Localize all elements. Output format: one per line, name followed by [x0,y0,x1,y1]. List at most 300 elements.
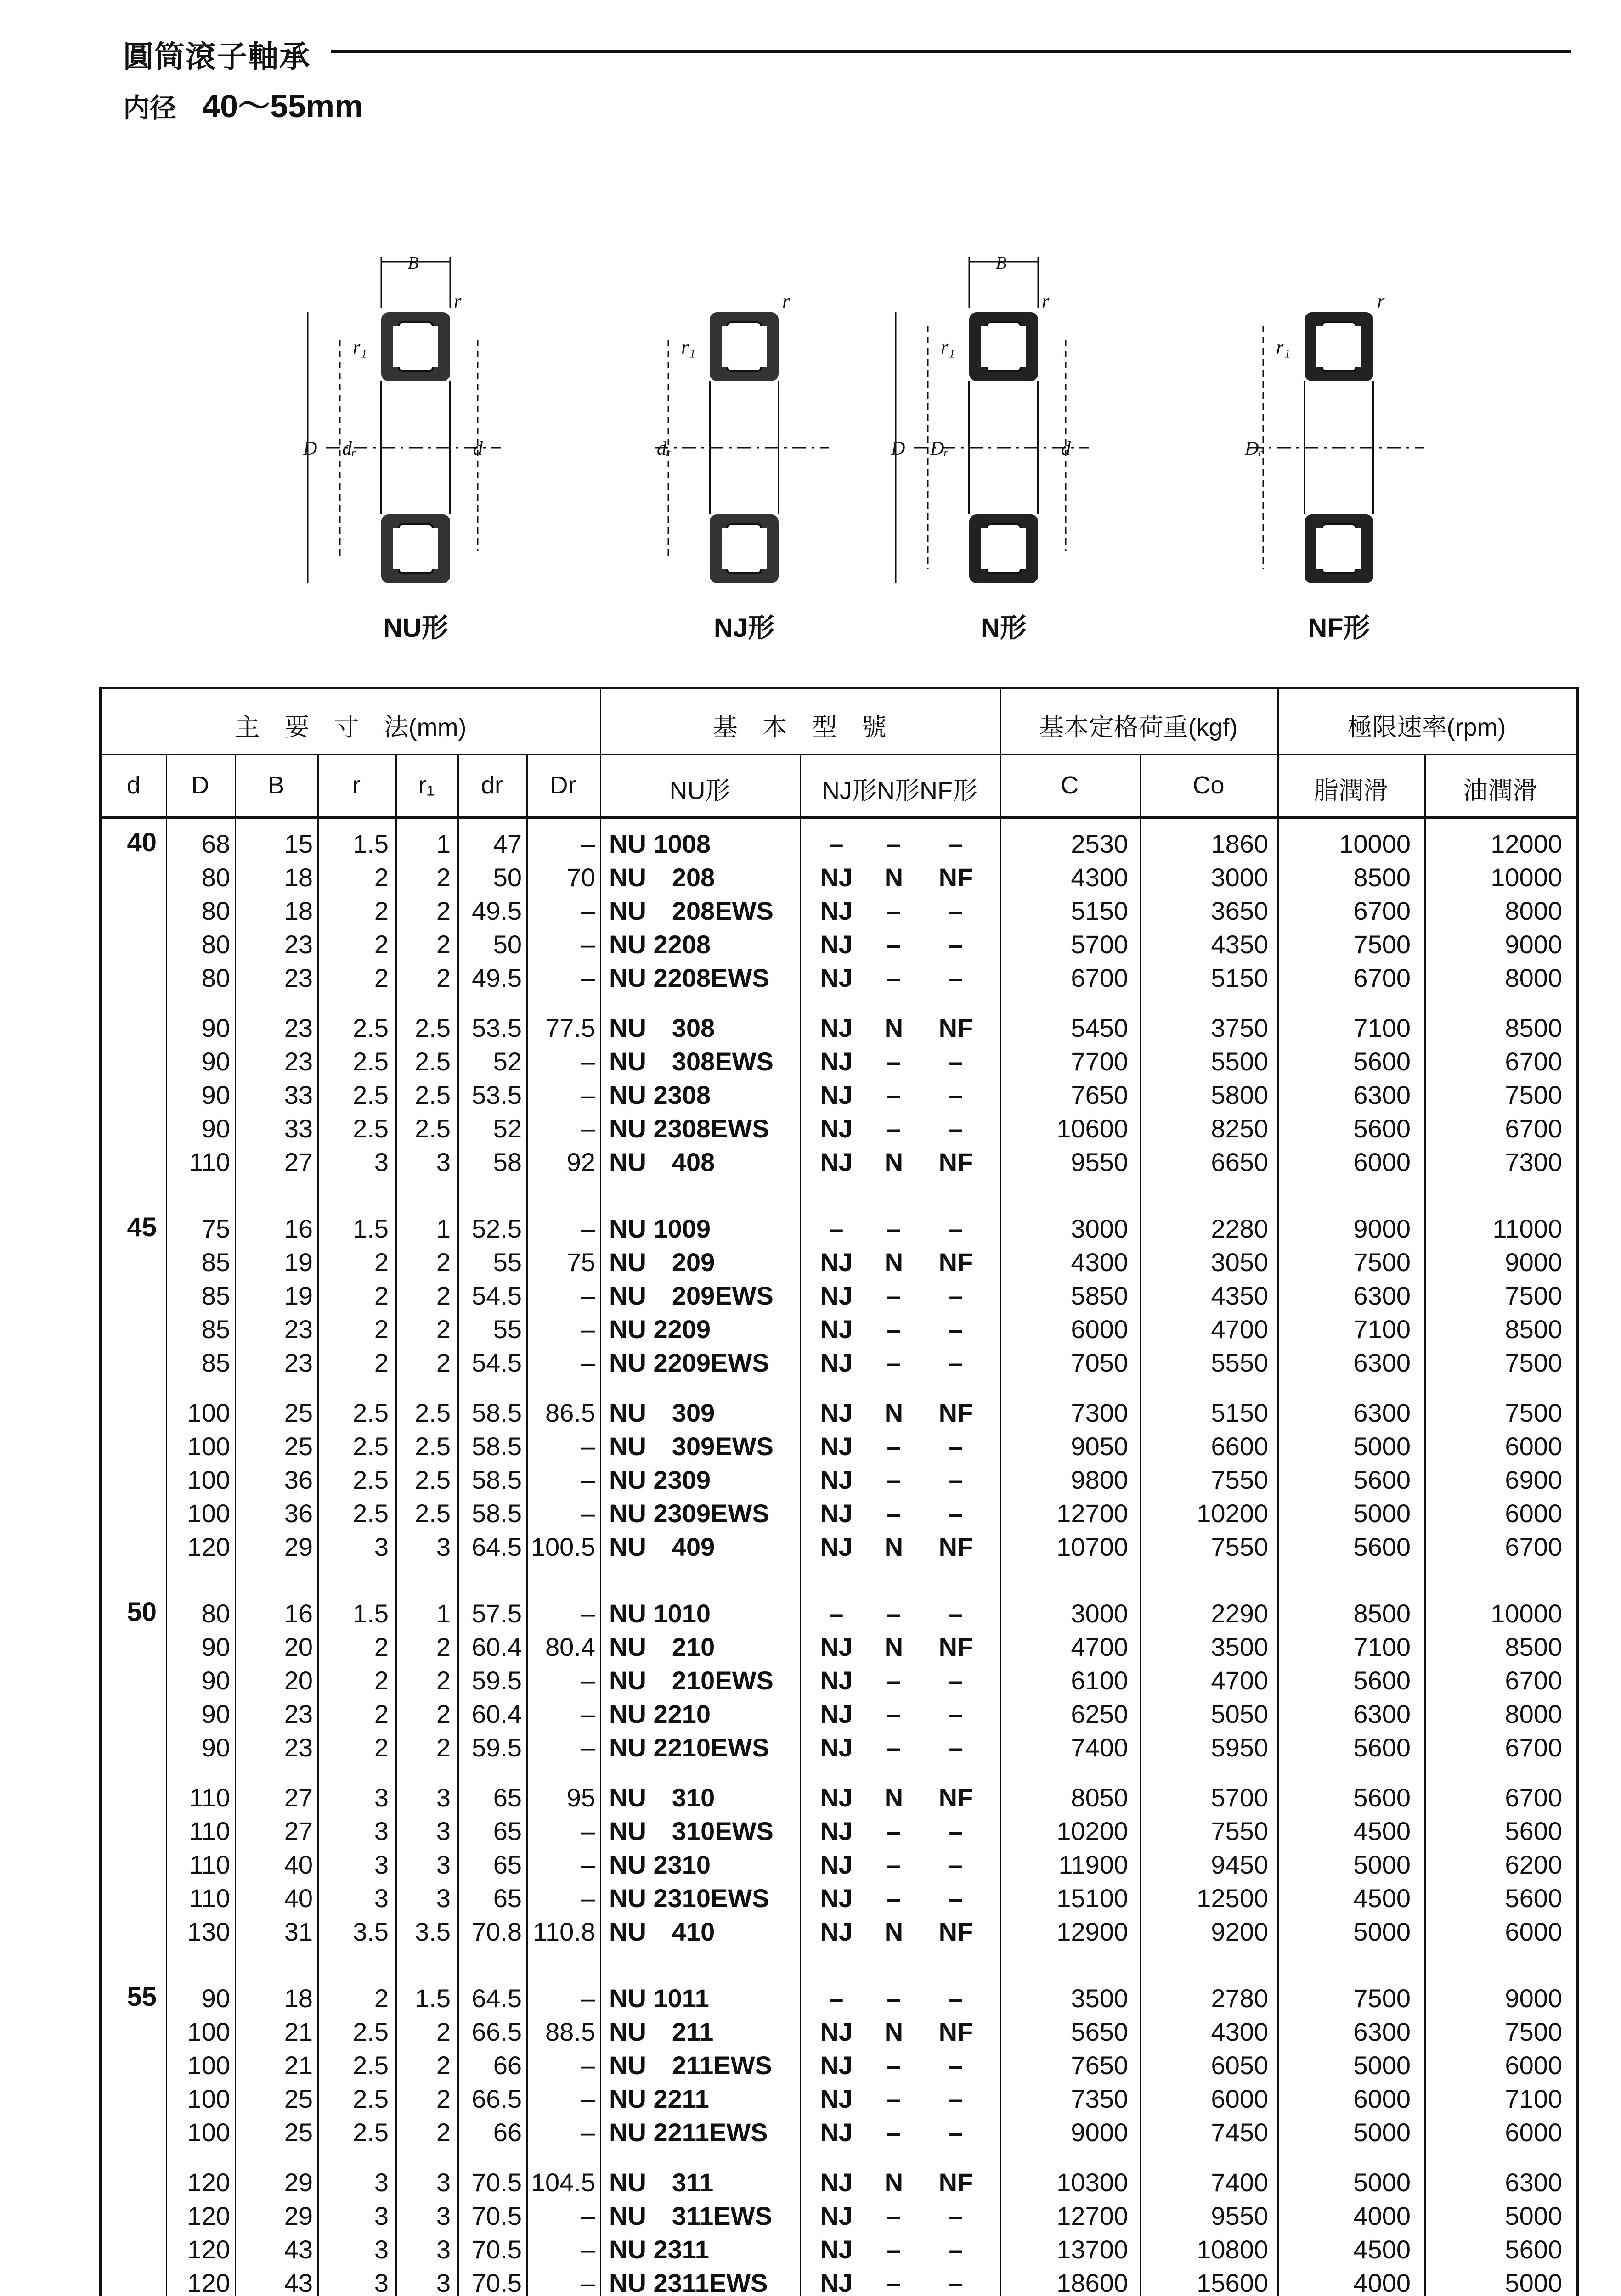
table-cell: NU 208 [609,863,715,892]
table-cell: NU 2309 [609,1465,711,1494]
table-cell: 9000 [1071,2118,1128,2147]
table-cell: 90 [201,1699,230,1728]
table-cell: 23 [284,1013,313,1042]
table-cell: 2.5 [353,1499,389,1528]
lower-ring-section [710,514,779,583]
table-cell: NF [938,1783,973,1812]
table-cell: 3 [374,2168,389,2197]
table-row [102,1396,1576,1429]
table-cell: 52 [493,1114,522,1143]
table-cell: 80 [201,896,230,925]
table-cell: – [887,2201,901,2230]
table-cell: – [829,829,844,858]
table-cell: 19 [284,1281,313,1310]
table-cell: 6300 [1353,1699,1411,1728]
table-row [102,1814,1576,1848]
table-cell: 7500 [1505,1080,1562,1109]
figure-nf [1213,239,1442,652]
table-cell: 12000 [1491,829,1562,858]
table-cell: 5000 [1353,1917,1411,1946]
table-cell: – [949,1817,963,1846]
table-cell: 2 [374,1281,389,1310]
table-cell: 2 [436,1632,451,1661]
table-cell: N [884,1398,904,1427]
table-cell: 8500 [1505,1315,1562,1344]
table-cell: – [581,2235,595,2264]
table-cell: 3 [374,2268,389,2296]
bore-diameter-label: d [473,438,483,459]
table-cell: 100 [187,1398,230,1427]
table-cell: 27 [284,1783,313,1812]
bearing-diagram [877,239,1107,606]
table-cell: 2.5 [415,1114,451,1143]
table-cell: 2 [374,1348,389,1377]
outer-diameter-label: D [303,438,317,459]
table-cell: 6700 [1505,1114,1562,1143]
table-cell: 58.5 [472,1465,522,1494]
table-cell: 5450 [1071,1013,1128,1042]
table-row [102,1145,1576,1179]
table-cell: – [581,1884,595,1913]
table-row [102,1045,1576,1078]
table-cell: 5600 [1353,1783,1411,1812]
table-cell: 49.5 [472,963,522,992]
table-cell: 66.5 [472,2017,522,2046]
table-cell: 4000 [1353,2201,1411,2230]
table-cell: – [949,1432,963,1461]
table-cell: 100 [187,2017,230,2046]
table-cell: – [581,1666,595,1695]
table-cell: 9000 [1505,930,1562,959]
table-cell: 6700 [1071,963,1128,992]
table-cell: 2530 [1071,829,1128,858]
table-cell: – [581,963,595,992]
table-cell: 5700 [1211,1783,1268,1812]
table-row [102,1848,1576,1881]
table-cell: 9550 [1211,2201,1268,2230]
table-cell: 8000 [1505,896,1562,925]
table-cell: 6300 [1353,1281,1411,1310]
table-cell: 7500 [1353,930,1411,959]
table-cell: 43 [284,2235,313,2264]
table-cell: NU 210 [609,1632,715,1661]
table-cell: 55 [493,1248,522,1277]
table-cell: – [581,1733,595,1762]
table-cell: – [949,896,963,925]
figure-nj [618,239,847,652]
roller-inner-diameter-label: dᵣ [342,438,357,459]
table-cell: 7550 [1211,1532,1268,1561]
table-cell: 6000 [1211,2084,1268,2113]
title-rule [331,50,1571,53]
table-cell: N [884,1532,904,1561]
table-cell: 4700 [1071,1632,1128,1661]
table-cell: 18 [284,1984,313,2013]
upper-ring-section [969,312,1038,381]
table-cell: 2.5 [353,1047,389,1076]
table-cell: 3 [436,2201,451,2230]
table-cell: NU 2308EWS [609,1114,769,1143]
table-cell: 66.5 [472,2084,522,2113]
table-cell: 80 [201,1599,230,1628]
table-cell: 5950 [1211,1733,1268,1762]
table-cell: 7550 [1211,1465,1268,1494]
table-cell: 5600 [1505,2235,1562,2264]
table-cell: NJ [820,1148,853,1176]
table-cell: 80 [201,863,230,892]
table-cell: 6900 [1505,1465,1562,1494]
table-row [102,1881,1576,1915]
table-cell: NJ [820,2084,853,2113]
column-header: 脂潤滑 [1314,777,1388,805]
table-cell: 2280 [1211,1214,1268,1243]
table-cell: 2 [436,2118,451,2147]
table-cell: 90 [201,1114,230,1143]
table-cell: NU 2311 [609,2235,709,2264]
table-cell: 2.5 [353,1398,389,1427]
table-cell: 25 [284,1432,313,1461]
outer-diameter-label: D [891,438,905,459]
upper-ring-section [381,312,450,381]
table-cell: – [949,1315,963,1344]
table-cell: 66 [493,2051,522,2080]
table-cell: NF [938,1013,973,1042]
table-cell: NJ [820,1917,853,1946]
table-cell: 5600 [1353,1047,1411,1076]
table-cell: 43 [284,2268,313,2296]
corner-radius-r1-label: r₁ [941,337,955,358]
table-cell: – [949,1080,963,1109]
corner-radius-r1-label: r₁ [353,337,367,358]
table-cell: – [581,1817,595,1846]
table-cell: NU 408 [609,1148,715,1176]
table-cell: – [581,2084,595,2113]
table-cell: 6700 [1505,1666,1562,1695]
column-divider [395,754,397,2296]
table-cell: 8050 [1071,1783,1128,1812]
table-cell: 68 [201,829,230,858]
table-cell: 5000 [1353,2118,1411,2147]
table-cell: – [581,1315,595,1344]
table-row [102,1463,1576,1497]
table-row [102,1279,1576,1312]
table-cell: 4300 [1071,1248,1128,1277]
table-cell: 3 [374,1884,389,1913]
table-cell: 52.5 [472,1214,522,1243]
table-cell: – [949,1733,963,1762]
bore-diameter-group: 40 [127,827,157,857]
table-cell: – [581,2118,595,2147]
column-header: D [191,771,209,799]
table-cell: 70.5 [472,2268,522,2296]
column-divider [800,754,801,2296]
table-cell: 29 [284,1532,313,1561]
table-cell: 6200 [1505,1850,1562,1879]
table-cell: 110 [189,1850,230,1879]
table-cell: 66 [493,2118,522,2147]
table-cell: NJ [820,1532,853,1561]
table-cell: – [887,2268,901,2296]
table-cell: – [887,1281,901,1310]
table-cell: 25 [284,2118,313,2147]
table-row [102,1312,1576,1346]
table-cell: 86.5 [545,1398,595,1427]
table-cell: 10000 [1339,829,1411,858]
table-cell: 36 [284,1465,313,1494]
table-cell: 6000 [1505,1499,1562,1528]
table-cell: 5650 [1071,2017,1128,2046]
lower-ring-section [381,514,450,583]
table-cell: NU 2210EWS [609,1733,769,1762]
table-cell: 2 [436,963,451,992]
table-cell: 33 [284,1080,313,1109]
upper-ring-section [1305,312,1373,381]
subtitle-range: 40～55mm [202,88,363,124]
table-cell: 5600 [1505,1817,1562,1846]
table-cell: 23 [284,963,313,992]
table-cell: 6700 [1353,896,1411,925]
table-cell: – [887,829,901,858]
table-row [102,827,1576,861]
table-cell: – [949,2118,963,2147]
table-cell: 5500 [1211,1047,1268,1076]
table-cell: 2.5 [415,1080,451,1109]
table-cell: 5000 [1353,2051,1411,2080]
table-cell: 120 [187,2168,230,2197]
table-cell: NU 308 [609,1013,715,1042]
column-divider [1000,689,1001,2296]
table-cell: 75 [566,1248,595,1277]
table-cell: 50 [493,930,522,959]
table-cell: NJ [820,2017,853,2046]
table-cell: 2.5 [353,1432,389,1461]
column-header: dr [480,771,503,799]
table-cell: 6000 [1505,1432,1562,1461]
table-cell: 120 [187,2201,230,2230]
table-cell: NJ [820,1783,853,1812]
table-cell: – [949,2201,963,2230]
table-cell: NU 2310EWS [609,1884,769,1913]
table-cell: 2 [436,1666,451,1695]
table-cell: NU 2209EWS [609,1348,769,1377]
table-cell: 11900 [1058,1850,1128,1879]
table-cell: 2.5 [353,2051,389,2080]
table-cell: 90 [201,1013,230,1042]
table-cell: 4000 [1353,2268,1411,2296]
table-cell: NJ [820,2268,853,2296]
table-cell: NJ [820,1465,853,1494]
table-cell: NJ [820,1817,853,1846]
table-cell: 75 [201,1214,230,1243]
table-cell: 2 [374,963,389,992]
table-cell: – [887,896,901,925]
table-cell: NU 2308 [609,1080,711,1109]
table-cell: 18 [284,863,313,892]
table-cell: 7300 [1071,1398,1128,1427]
table-cell: NU 308EWS [609,1047,774,1076]
table-cell: 64.5 [472,1984,522,2013]
table-cell: – [949,930,963,959]
width-label-B: B [408,253,419,273]
table-cell: 10600 [1056,1114,1128,1143]
table-cell: 5000 [1353,2168,1411,2197]
table-cell: – [581,1465,595,1494]
table-cell: 8000 [1505,963,1562,992]
table-cell: – [949,1699,963,1728]
table-cell: 6000 [1071,1315,1128,1344]
table-cell: 6250 [1071,1699,1128,1728]
table-cell: 2 [436,2051,451,2080]
table-cell: 3 [374,1783,389,1812]
table-cell: NJ [820,2201,853,2230]
table-cell: 3.5 [415,1917,451,1946]
table-cell: 10200 [1056,1817,1128,1846]
table-row [102,2048,1576,2082]
table-cell: NU 1008 [609,829,711,858]
table-cell: 6000 [1505,1917,1562,1946]
table-cell: 59.5 [472,1733,522,1762]
table-cell: 9050 [1071,1432,1128,1461]
table-cell: 85 [201,1315,230,1344]
width-label-B: B [996,253,1007,273]
table-cell: 95 [566,1783,595,1812]
table-cell: 7100 [1505,2084,1562,2113]
table-cell: 5600 [1353,1532,1411,1561]
table-cell: 59.5 [472,1666,522,1695]
table-cell: 6300 [1353,2017,1411,2046]
table-cell: 7500 [1505,2017,1562,2046]
table-cell: 65 [493,1817,522,1846]
table-cell: – [829,1214,844,1243]
bearing-diagram [289,239,519,606]
table-cell: 1860 [1211,829,1268,858]
table-cell: – [887,1499,901,1528]
table-cell: 2 [374,863,389,892]
table-cell: NJ [820,2235,853,2264]
table-row [102,1664,1576,1697]
table-cell: – [581,1114,595,1143]
table-cell: 4700 [1211,1315,1268,1344]
table-cell: NJ [820,1013,853,1042]
table-cell: 18 [284,896,313,925]
table-cell: 10800 [1197,2235,1268,2264]
table-cell: 6100 [1071,1666,1128,1695]
table-cell: 6050 [1211,2051,1268,2080]
table-cell: N [884,863,904,892]
table-cell: 3 [374,2235,389,2264]
table-cell: 11000 [1492,1214,1562,1243]
table-cell: 9000 [1505,1248,1562,1277]
table-cell: 6300 [1353,1398,1411,1427]
table-cell: 5000 [1505,2201,1562,2230]
column-header: Dr [550,771,576,799]
table-cell: 3 [436,1817,451,1846]
table-cell: 12700 [1056,2201,1128,2230]
table-cell: 104.5 [531,2168,595,2197]
table-cell: – [949,2051,963,2080]
column-header: NJ形N形NF形 [822,777,977,805]
table-cell: – [887,1850,901,1879]
table-cell: 23 [284,1348,313,1377]
page-subtitle [123,80,363,127]
table-cell: 8500 [1353,1599,1411,1628]
table-cell: 3 [436,1850,451,1879]
column-header: d [126,771,141,799]
column-header: Co [1192,771,1225,799]
column-header: r₁ [418,771,435,799]
table-cell: 6000 [1505,2051,1562,2080]
table-cell: 7500 [1505,1348,1562,1377]
table-cell: 85 [201,1281,230,1310]
column-divider [600,689,601,2296]
table-cell: NF [938,1917,973,1946]
table-cell: 2290 [1211,1599,1268,1628]
table-cell: 85 [201,1248,230,1277]
table-cell: – [887,930,901,959]
table-cell: 2780 [1211,1984,1268,2013]
table-cell: NU 409 [609,1532,715,1561]
table-cell: 7100 [1353,1013,1411,1042]
table-cell: – [581,1281,595,1310]
table-row [102,1530,1576,1564]
table-cell: NF [938,2168,973,2197]
table-cell: – [581,1348,595,1377]
table-cell: – [581,1699,595,1728]
table-cell: 40 [284,1850,313,1879]
table-row [102,1497,1576,1530]
table-cell: 23 [284,930,313,959]
column-divider [235,754,236,2296]
table-cell: – [581,1499,595,1528]
table-cell: 7400 [1071,1733,1128,1762]
table-cell: – [887,1315,901,1344]
table-cell: 3 [374,1148,389,1176]
table-cell: 15 [284,829,313,858]
table-cell: – [949,1666,963,1695]
table-cell: NF [938,1248,973,1277]
table-cell: 1.5 [353,1599,389,1628]
table-cell: NU 309 [609,1398,715,1427]
table-cell: – [887,1599,901,1628]
table-cell: NJ [820,2051,853,2080]
table-cell: NU 209 [609,1248,715,1277]
table-cell: 110.8 [533,1917,595,1946]
table-cell: NU 1011 [609,1984,709,2013]
table-cell: NJ [820,1699,853,1728]
table-cell: N [884,1248,904,1277]
corner-radius-r-label: r [782,291,790,312]
bore-diameter-group: 45 [127,1212,157,1242]
table-cell: 5000 [1353,1499,1411,1528]
table-cell: – [581,1080,595,1109]
table-cell: NJ [820,2168,853,2197]
table-cell: 120 [187,2235,230,2264]
table-cell: 20 [284,1632,313,1661]
page-title: 圓筒滾子軸承 [123,39,311,73]
table-cell: – [887,1047,901,1076]
table-cell: – [949,1214,963,1243]
corner-radius-r-label: r [1377,291,1385,312]
table-cell: 7450 [1211,2118,1268,2147]
table-cell: 2 [374,1666,389,1695]
table-cell: N [884,1783,904,1812]
table-cell: 6000 [1353,1148,1411,1176]
table-cell: 10700 [1056,1532,1128,1561]
table-cell: 4500 [1353,1817,1411,1846]
table-cell: 7350 [1071,2084,1128,2113]
table-cell: 9200 [1211,1917,1268,1946]
table-cell: – [949,1281,963,1310]
